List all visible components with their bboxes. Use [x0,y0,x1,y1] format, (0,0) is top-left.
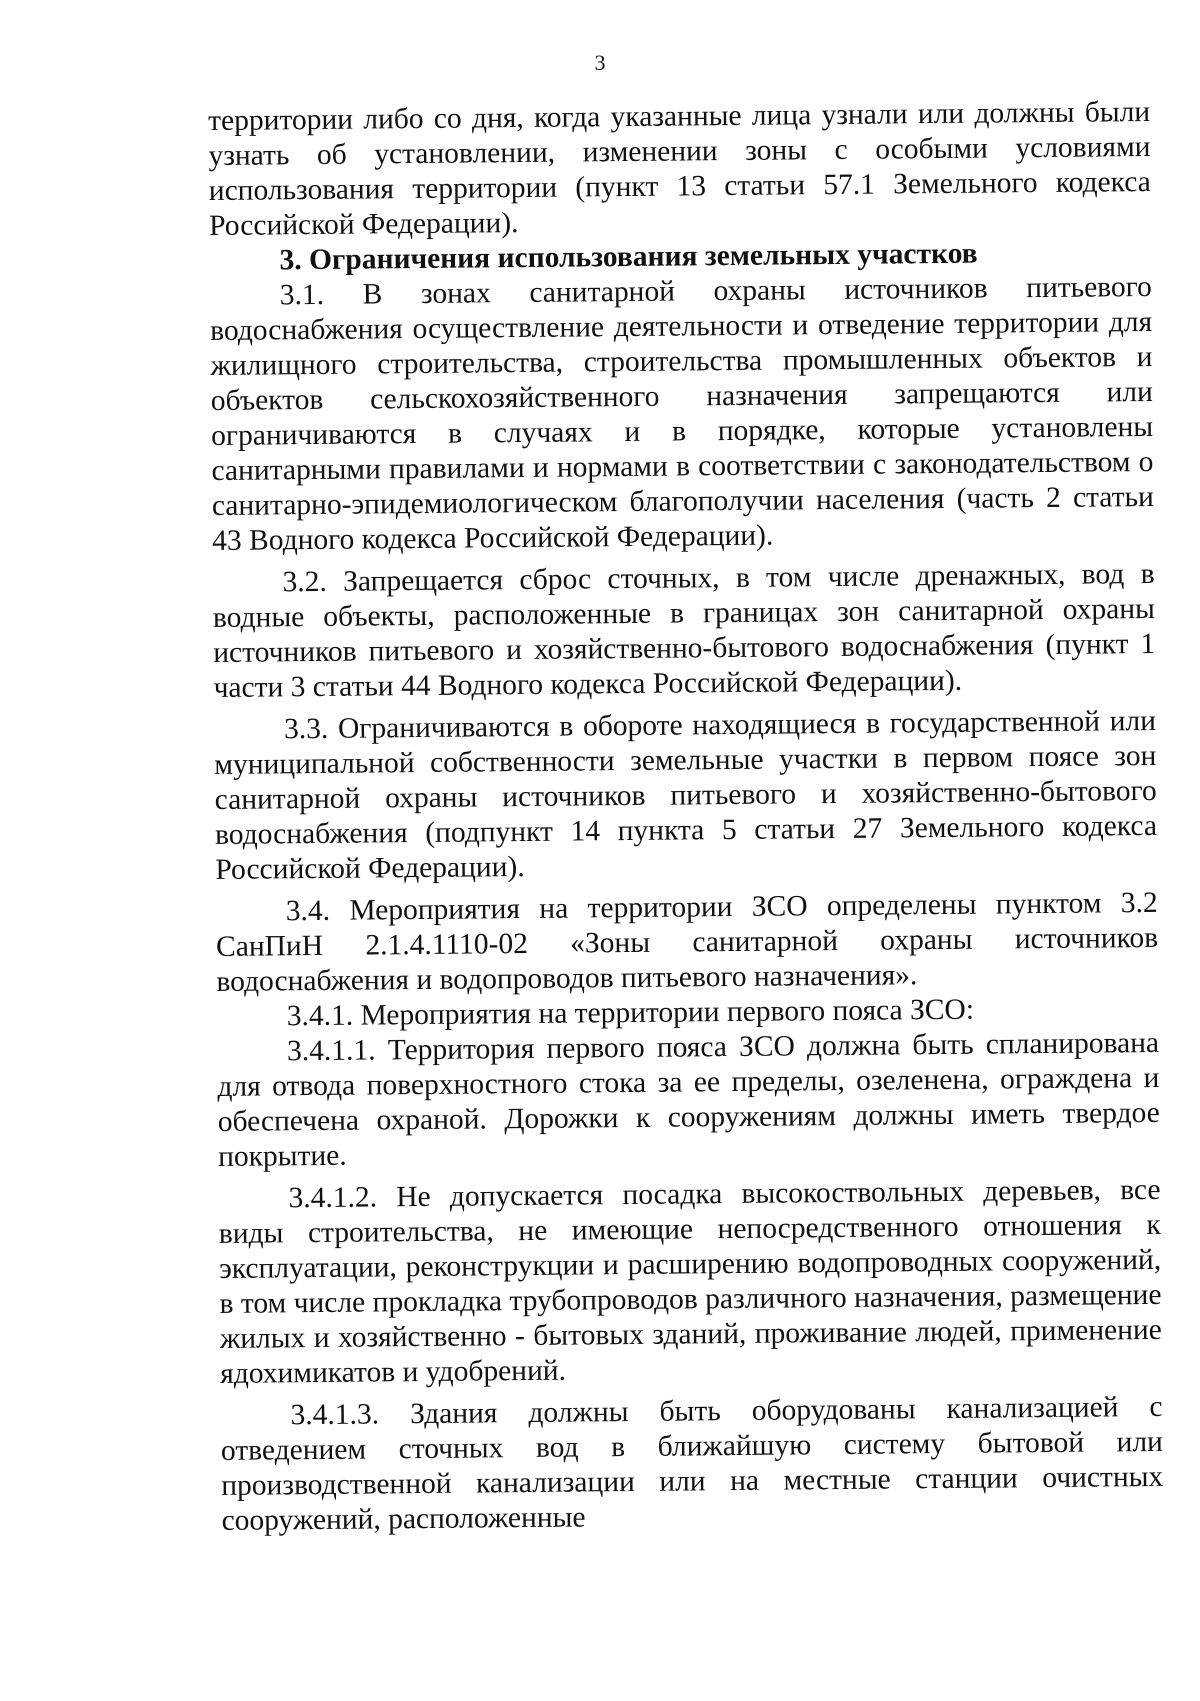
paragraph-3-4-1-2: 3.4.1.2. Не допускается посадка высокоствольных деревьев, все виды строительства, не имеющие непосредственного отношения к эксплуатации, реконструкции и расширению водопроводных сооружений, в том числе прокладка трубопроводов различного назначения, размещение жилых и хозяйственно - бытовых зданий, проживание людей, применение ядохимикатов и удобрений. [218,1173,1162,1390]
paragraph-3-3: 3.3. Ограничиваются в обороте находящиеся в государственной или муниципальной собственности земельные участки в первом поясе зон санитарной охраны источников питьевого и хозяйственно-бытового водоснабжения (подпункт 14 пункта 5 статьи 27 Земельного кодекса Российской Федерации). [214,704,1158,886]
paragraph-3-2: 3.2. Запрещается сброс сточных, в том числе дренажных, вод в водные объекты, расположенные в границах зон санитарной охраны источников питьевого и хозяйственно-бытового водоснабжения (пункт 1 части 3 статьи 44 Водного кодекса Российской Федерации). [212,557,1156,704]
paragraph-3-4-1: 3.4.1. Мероприятия на территории первого пояса ЗСО: [286,993,975,1033]
section-heading: 3. Ограничения использования земельных участков [279,237,978,277]
paragraph-continuation: территории либо со дня, когда указанные лица узнали или должны были узнать об установлении, изменении зоны с особыми условиями использования территории (пункт 13 статьи 57.1 Земельного кодекса Российской Федерации). [208,95,1151,242]
paragraph-3-1: 3.1. В зонах санитарной охраны источников питьевого водоснабжения осуществление деятельности и отведение территории для жилищного строительства, строительства промышленных объектов и объектов сельскохозяйственного назначения запрещаются или ограничиваются в случаях и в порядке, которые установлены санитарными правилами и нормами в соответствии с законодательством о санитарно-эпидемиологическом благополучии населения (часть 2 статьи 43 Водного кодекса Российской Федерации). [210,270,1154,557]
document-body [208,95,1164,1539]
paragraph-3-4: 3.4. Мероприятия на территории ЗСО определены пунктом 3.2 СанПиН 2.1.4.1110-02 «Зоны санитарной охраны источников водоснабжения и водопроводов питьевого назначения». [215,886,1159,998]
paragraph-3-4-1-3: 3.4.1.3. Здания должны быть оборудованы канализацией с отведением сточных вод в ближайшую систему бытовой или производственной канализации или на местные станции очистных сооружений, расположенные [220,1390,1164,1537]
page-number: 3 [594,50,606,75]
paragraph-3-4-1-1: 3.4.1.1. Территория первого пояса ЗСО должна быть спланирована для отвода поверхностного стока за ее пределы, озеленена, ограждена и обеспечена охраной. Дорожки к сооружениям должны иметь твердое покрытие. [217,1026,1160,1173]
